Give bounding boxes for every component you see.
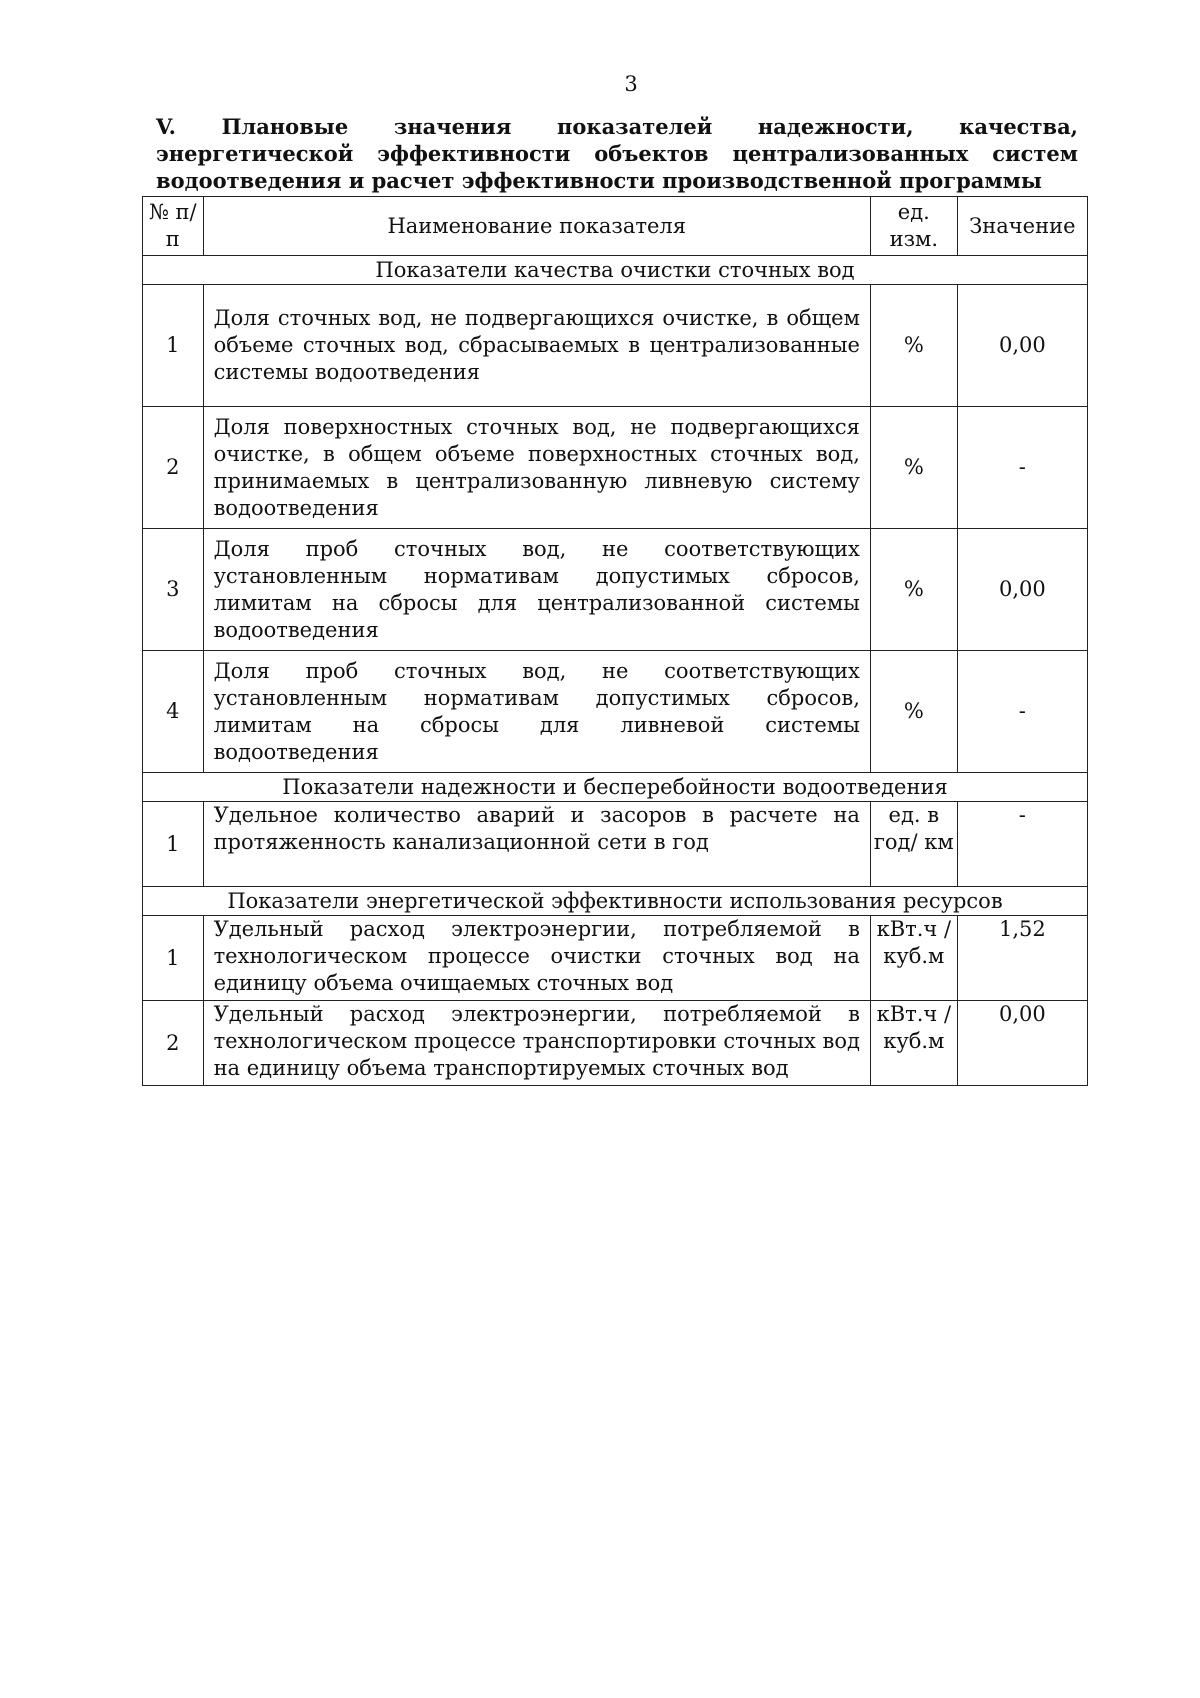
row-value: - [957,802,1087,887]
header-num: № п/п [143,197,204,256]
table-row [143,407,1088,529]
table-row [143,529,1088,651]
row-unit: кВт.ч / куб.м [870,1001,957,1086]
row-unit: % [870,285,957,407]
row-num: 3 [143,529,204,651]
row-unit: ед. в год/ км [870,802,957,887]
table-row [143,1001,1088,1086]
header-value: Значение [957,197,1087,256]
row-name: Доля проб сточных вод, не соответствующих установленным нормативам допустимых сбросов, лимитам на сбросы для централизованной системы водоотведения [203,529,870,651]
row-value: 1,52 [957,916,1087,1001]
row-unit: % [870,651,957,773]
table-row [143,916,1088,1001]
row-value: - [957,407,1087,529]
row-name: Доля поверхностных сточных вод, не подвергающихся очистке, в общем объеме поверхностных сточных вод, принимаемых в централизованную ливневую систему водоотведения [203,407,870,529]
section-title: Показатели энергетической эффективности использования ресурсов [143,887,1088,916]
section-heading: V. Плановые значения показателей надежности, качества, энергетической эффективности объектов централизованных систем водоотведения и расчет эффективности производственной программы [156,114,1078,193]
section-row [143,773,1088,802]
row-name: Доля сточных вод, не подвергающихся очистке, в общем объеме сточных вод, сбрасываемых в централизованные системы водоотведения [203,285,870,407]
section-row [143,887,1088,916]
row-value: 0,00 [957,285,1087,407]
section-title: Показатели надежности и бесперебойности водоотведения [143,773,1088,802]
table-header-row [143,197,1088,256]
row-num: 2 [143,1001,204,1086]
page-number: 3 [624,72,638,96]
table-row [143,651,1088,773]
row-num: 4 [143,651,204,773]
row-value: 0,00 [957,1001,1087,1086]
row-num: 1 [143,916,204,1001]
row-num: 2 [143,407,204,529]
row-value: 0,00 [957,529,1087,651]
row-unit: % [870,529,957,651]
row-name: Удельный расход электроэнергии, потребляемой в технологическом процессе транспортировки сточных вод на единицу объема транспортируемых сточных вод [203,1001,870,1086]
header-name: Наименование показателя [203,197,870,256]
row-unit: % [870,407,957,529]
table-row [143,802,1088,887]
row-name: Удельное количество аварий и засоров в расчете на протяженность канализационной сети в год [203,802,870,887]
section-title: Показатели качества очистки сточных вод [143,256,1088,285]
row-unit: кВт.ч / куб.м [870,916,957,1001]
header-unit: ед. изм. [870,197,957,256]
table-row [143,285,1088,407]
row-num: 1 [143,802,204,887]
section-row [143,256,1088,285]
indicators-table [142,196,1088,1086]
row-value: - [957,651,1087,773]
row-num: 1 [143,285,204,407]
row-name: Удельный расход электроэнергии, потребляемой в технологическом процессе очистки сточных вод на единицу объема очищаемых сточных вод [203,916,870,1001]
row-name: Доля проб сточных вод, не соответствующих установленным нормативам допустимых сбросов, лимитам на сбросы для ливневой системы водоотведения [203,651,870,773]
